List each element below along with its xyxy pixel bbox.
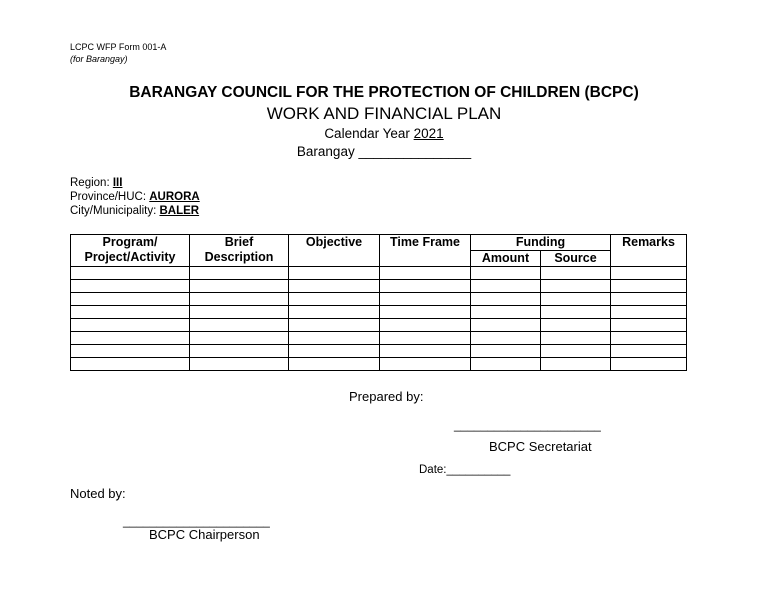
table-row (71, 358, 687, 371)
table-cell[interactable] (289, 345, 380, 358)
secretariat-signature-line[interactable]: ______________________ (454, 418, 601, 432)
table-cell[interactable] (541, 267, 611, 280)
table-cell[interactable] (380, 345, 471, 358)
calendar-year (0, 126, 768, 141)
table-row (71, 332, 687, 345)
table-row (71, 293, 687, 306)
calendar-year-label: Calendar Year (324, 126, 414, 141)
date-blank[interactable]: __________ (446, 464, 511, 476)
table-cell[interactable] (71, 267, 190, 280)
table-cell[interactable] (471, 267, 541, 280)
table-cell[interactable] (471, 332, 541, 345)
col-brief-description: Brief Description (190, 235, 289, 267)
region-value: III (112, 177, 123, 189)
table-cell[interactable] (611, 358, 687, 371)
table-cell[interactable] (380, 293, 471, 306)
table-cell[interactable] (71, 345, 190, 358)
document-title: BARANGAY COUNCIL FOR THE PROTECTION OF CHILDREN (BCPC) (129, 84, 639, 101)
table-cell[interactable] (611, 306, 687, 319)
barangay-blank[interactable]: _______________ (358, 144, 472, 159)
calendar-year-value: 2021 (413, 126, 444, 141)
table-cell[interactable] (71, 280, 190, 293)
table-cell[interactable] (471, 358, 541, 371)
form-subtitle: (for Barangay) (70, 54, 128, 64)
date-field (419, 464, 510, 476)
region-label: Region: (70, 177, 113, 189)
table-cell[interactable] (190, 293, 289, 306)
province-value: AURORA (149, 191, 200, 203)
city-value: BALER (159, 205, 200, 217)
table-cell[interactable] (190, 267, 289, 280)
table-cell[interactable] (289, 319, 380, 332)
col-remarks: Remarks (611, 235, 687, 267)
table-cell[interactable] (71, 332, 190, 345)
col-time-frame: Time Frame (380, 235, 471, 267)
prepared-by-label: Prepared by: (349, 389, 424, 404)
col-source: Source (541, 251, 611, 267)
table-cell[interactable] (541, 293, 611, 306)
barangay-field (0, 144, 768, 159)
table-cell[interactable] (471, 293, 541, 306)
table-cell[interactable] (190, 358, 289, 371)
col-program: Program/ Project/Activity (71, 235, 190, 267)
table-cell[interactable] (471, 345, 541, 358)
table-cell[interactable] (71, 319, 190, 332)
table-row (71, 306, 687, 319)
table-cell[interactable] (471, 319, 541, 332)
table-cell[interactable] (541, 332, 611, 345)
table-cell[interactable] (380, 280, 471, 293)
table-cell[interactable] (611, 293, 687, 306)
work-plan-table (70, 234, 687, 371)
table-cell[interactable] (190, 306, 289, 319)
table-cell[interactable] (611, 319, 687, 332)
table-cell[interactable] (71, 306, 190, 319)
table-cell[interactable] (190, 280, 289, 293)
chairperson-label: BCPC Chairperson (149, 527, 260, 542)
table-cell[interactable] (611, 267, 687, 280)
region-row (70, 177, 122, 189)
table-cell[interactable] (71, 358, 190, 371)
table-row (71, 267, 687, 280)
table-row (71, 280, 687, 293)
table-cell[interactable] (289, 358, 380, 371)
province-label: Province/HUC: (70, 191, 150, 203)
table-row (71, 319, 687, 332)
table-cell[interactable] (541, 358, 611, 371)
table-cell[interactable] (611, 345, 687, 358)
province-row (70, 191, 200, 203)
form-code: LCPC WFP Form 001-A (70, 42, 167, 52)
col-objective: Objective (289, 235, 380, 267)
table-cell[interactable] (289, 267, 380, 280)
table-cell[interactable] (611, 280, 687, 293)
table-cell[interactable] (289, 332, 380, 345)
table-cell[interactable] (541, 319, 611, 332)
table-cell[interactable] (380, 319, 471, 332)
table-cell[interactable] (541, 280, 611, 293)
table-cell[interactable] (289, 306, 380, 319)
table-cell[interactable] (71, 293, 190, 306)
table-cell[interactable] (611, 332, 687, 345)
table-cell[interactable] (380, 332, 471, 345)
table-cell[interactable] (541, 345, 611, 358)
table-cell[interactable] (471, 280, 541, 293)
col-amount: Amount (471, 251, 541, 267)
table-cell[interactable] (289, 293, 380, 306)
date-label: Date: (419, 464, 447, 476)
table-cell[interactable] (380, 267, 471, 280)
table-cell[interactable] (380, 306, 471, 319)
table-cell[interactable] (190, 345, 289, 358)
city-label: City/Municipality: (70, 205, 160, 217)
table-cell[interactable] (289, 280, 380, 293)
chairperson-signature-line[interactable]: ______________________ (123, 514, 270, 528)
table-cell[interactable] (541, 306, 611, 319)
table-cell[interactable] (190, 332, 289, 345)
table-row (71, 345, 687, 358)
table-cell[interactable] (190, 319, 289, 332)
col-funding: Funding (471, 235, 611, 251)
city-row (70, 205, 199, 217)
table-cell[interactable] (380, 358, 471, 371)
barangay-label: Barangay (296, 144, 359, 159)
secretariat-label: BCPC Secretariat (489, 439, 592, 454)
document-subtitle: WORK AND FINANCIAL PLAN (266, 104, 502, 123)
table-cell[interactable] (471, 306, 541, 319)
noted-by-label: Noted by: (70, 486, 126, 501)
